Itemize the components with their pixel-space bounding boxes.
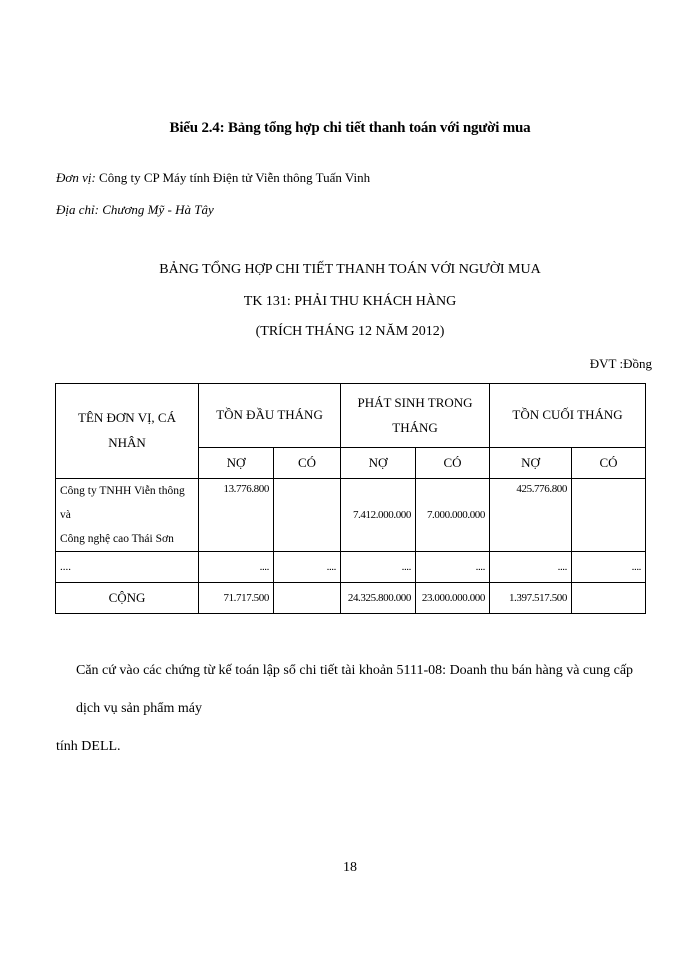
header-arising-debit: NỢ	[341, 448, 416, 479]
header-arising-line1: PHÁT SINH TRONG	[357, 394, 473, 410]
total-closing-credit	[572, 583, 646, 614]
row-ellipsis-closing-debit: ....	[490, 552, 572, 583]
company-address-line	[56, 202, 214, 218]
row-name-line2: Công nghệ cao Thái Sơn	[60, 533, 174, 545]
report-account: TK 131: PHẢI THU KHÁCH HÀNG	[243, 294, 457, 309]
unit-value: Công ty CP Máy tính Điện tử Viễn thông Tuấn Vinh	[99, 170, 371, 185]
header-arising-line2: THÁNG	[392, 419, 438, 435]
paragraph-line2: tính DELL.	[56, 739, 121, 754]
header-opening-debit: NỢ	[199, 448, 274, 479]
report-title: BẢNG TỔNG HỢP CHI TIẾT THANH TOÁN VỚI NGƯỜI MUA	[159, 262, 541, 277]
address-value: Chương Mỹ - Hà Tây	[102, 202, 214, 217]
page-number: 18	[343, 860, 357, 875]
row-ellipsis-name: ....	[56, 552, 199, 583]
row-arising-credit: 7.000.000.000	[416, 479, 490, 552]
header-closing: TỒN CUỐI THÁNG	[490, 384, 646, 448]
unit-label: Đơn vị:	[56, 170, 96, 185]
company-unit-line	[56, 170, 370, 186]
currency-unit: ĐVT :Đồng	[589, 356, 652, 371]
row-opening-credit	[274, 479, 341, 552]
address-label: Địa chỉ:	[56, 202, 99, 217]
total-row	[56, 583, 646, 614]
total-closing-debit: 1.397.517.500	[490, 583, 572, 614]
total-label: CỘNG	[56, 583, 199, 614]
row-closing-credit	[572, 479, 646, 552]
header-name: TÊN ĐƠN VỊ, CÁ NHÂN	[56, 384, 199, 479]
header-arising-credit: CÓ	[416, 448, 490, 479]
row-opening-debit: 13.776.800	[199, 479, 274, 552]
row-ellipsis-closing-credit: ....	[572, 552, 646, 583]
body-paragraph	[56, 652, 654, 766]
header-closing-debit: NỢ	[490, 448, 572, 479]
row-ellipsis-arising-credit: ....	[416, 552, 490, 583]
total-opening-credit	[274, 583, 341, 614]
header-closing-credit: CÓ	[572, 448, 646, 479]
row-name-cell	[56, 479, 199, 552]
row-ellipsis-opening-credit: ....	[274, 552, 341, 583]
total-arising-credit: 23.000.000.000	[416, 583, 490, 614]
paragraph-line1: Căn cứ vào các chứng từ kế toán lập sổ chi tiết tài khoản 5111-08: Doanh thu bán hàng và cung cấp dịch vụ sản phẩm máy	[76, 663, 634, 716]
summary-table	[55, 383, 646, 614]
table-row	[56, 552, 646, 583]
row-name-line1: Công ty TNHH Viễn thông và	[60, 485, 185, 521]
row-closing-debit: 425.776.800	[490, 479, 572, 552]
row-ellipsis-opening-debit: ....	[199, 552, 274, 583]
header-opening: TỒN ĐẦU THÁNG	[199, 384, 341, 448]
row-ellipsis-arising-debit: ....	[341, 552, 416, 583]
table-row	[56, 479, 646, 552]
header-arising	[341, 384, 490, 448]
total-arising-debit: 24.325.800.000	[341, 583, 416, 614]
report-period: (TRÍCH THÁNG 12 NĂM 2012)	[255, 324, 445, 339]
row-arising-debit: 7.412.000.000	[341, 479, 416, 552]
header-opening-credit: CÓ	[274, 448, 341, 479]
total-opening-debit: 71.717.500	[199, 583, 274, 614]
document-caption: Biểu 2.4: Bảng tổng hợp chi tiết thanh toán với người mua	[169, 120, 531, 136]
